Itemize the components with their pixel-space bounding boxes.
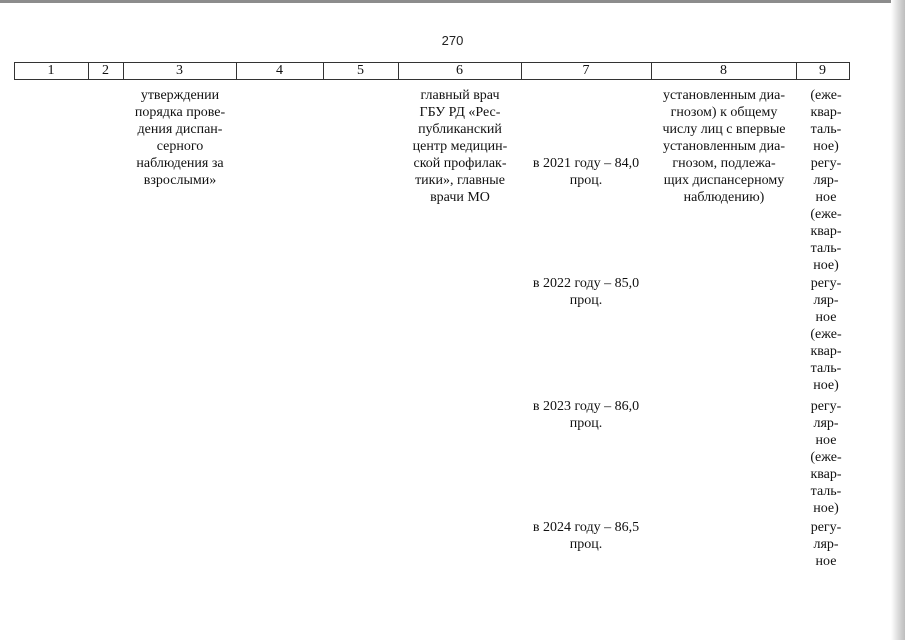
cell-indicator: установленным диа- гнозом) к общему числу лиц с впервые установленным диа- гнозом, подлежа- щих диспансерному наблюдению) bbox=[662, 88, 786, 205]
periodicity-cell: регу- ляр- ное (еже- квар- таль- ное) bbox=[810, 156, 842, 273]
scan-right-edge bbox=[891, 0, 905, 640]
target-value-2022: в 2022 году – 85,0 проц. bbox=[532, 276, 640, 308]
column-divider bbox=[849, 62, 850, 79]
periodicity-cell: регу- ляр- ное (еже- квар- таль- ное) bbox=[810, 276, 842, 393]
column-header-4: 4 bbox=[276, 63, 283, 78]
periodicity-cell: регу- ляр- ное bbox=[810, 520, 842, 569]
target-value-2023: в 2023 году – 86,0 проц. bbox=[532, 399, 640, 431]
column-header-1: 1 bbox=[47, 63, 55, 78]
periodicity-cell: (еже- квар- таль- ное) bbox=[810, 88, 842, 154]
cell-document-name: утверждении порядка прове- дения диспан- серного наблюдения за взрослыми» bbox=[134, 88, 226, 188]
column-header-7: 7 bbox=[582, 63, 590, 78]
header-bottom-border bbox=[14, 79, 850, 80]
column-header-9: 9 bbox=[819, 63, 826, 78]
target-value-2021: в 2021 году – 84,0 проц. bbox=[532, 156, 640, 188]
column-header-5: 5 bbox=[357, 63, 364, 78]
page-number: 270 bbox=[441, 33, 464, 48]
scan-top-edge bbox=[0, 0, 905, 3]
periodicity-cell: регу- ляр- ное (еже- квар- таль- ное) bbox=[810, 399, 842, 516]
column-header-8: 8 bbox=[720, 63, 727, 78]
column-header-2: 2 bbox=[102, 63, 109, 78]
column-header-6: 6 bbox=[456, 63, 463, 78]
target-value-2024: в 2024 году – 86,5 проц. bbox=[532, 520, 640, 552]
column-header-3: 3 bbox=[176, 63, 183, 78]
cell-responsible: главный врач ГБУ РД «Рес- публиканский центр медицин- ской профилак- тики», главные врачи МО bbox=[412, 88, 508, 205]
